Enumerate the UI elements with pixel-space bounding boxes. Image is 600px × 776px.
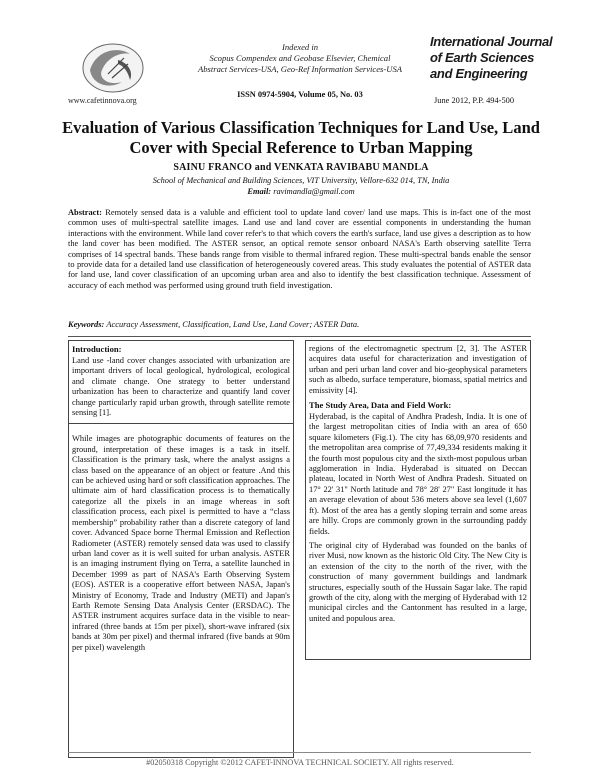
- abstract: [68, 208, 531, 291]
- continued-paragraph: regions of the electromagnetic spectrum [2, 3]. The ASTER acquires data useful for characterization and investigation of urban and peri urban land cover and bio-geophysical parameters such as albedo, surface temperature, biomass, spatial metrics and emissivity [4].: [309, 344, 527, 395]
- website-url[interactable]: www.cafetinnova.org: [68, 96, 137, 105]
- left-column: [68, 340, 294, 758]
- authors: SAINU FRANCO and VENKATA RAVIBABU MANDLA: [173, 162, 429, 173]
- issn-volume: ISSN 0974-5904, Volume 05, No. 03: [237, 90, 363, 99]
- email-label: Email:: [247, 187, 272, 196]
- intro-paragraph-1: Land use -land cover changes associated with urbanization are important drivers of local geological, hydrological, ecological and climate change. One strategy to better understand urbanization has been to characterize and quantify land cover change particularly rapid urban growth, through satellite remote sensing [1].: [72, 356, 290, 418]
- keywords: [68, 320, 531, 330]
- keywords-text: Accuracy Assessment, Classification, Land Use, Land Cover; ASTER Data.: [106, 320, 360, 329]
- email-address[interactable]: ravimandla@gmail.com: [273, 187, 355, 196]
- left-column-box: [68, 340, 294, 758]
- indexed-line: Indexed in: [281, 42, 319, 52]
- indexing-info: [150, 42, 450, 75]
- journal-logo-icon: [78, 40, 148, 96]
- email-line: [58, 187, 544, 196]
- study-area-heading: The Study Area, Data and Field Work:: [309, 400, 452, 411]
- divider: [69, 423, 293, 429]
- journal-title-line: and Engineering: [430, 66, 528, 81]
- journal-title-line: of Earth Sciences: [430, 50, 534, 65]
- intro-paragraph-2: While images are photographic documents of features on the ground, interpretation of these images is a task in itself. Classification is the primary task, where the analyst assigns a class based on the appearance of an object or feature .And this can be achieved using hard or soft classification approaches. The ultimate aim of hard classification process is to thematically categorize all the pixels in an image whereas in soft classification process, each pixel is permitted to have a “class membership” probability rather than a discrete category of land cover. Advanced Space borne Thermal Emission and Reflection Radiometer (ASTER) remotely sensed data was used to classify urban land cover as it is well suited for urban analysis. ASTER is an imaging instrument flying on Terra, a satellite launched in December 1999 as part of NASA's Earth Observing System (EOS). ASTER is a cooperative effort between NASA, Japan's Ministry of Economy, Trade and Industry (METI) and Japan's Earth Remote Sensing Data Analysis Center (ERSDAC). The ASTER instrument acquires surface data in the visible to near-infrared (three bands at 15m per pixel), short-wave infrared (six bands at 30m per pixel) and thermal infrared (five bands at 90m per pixel) wavelength: [72, 434, 290, 652]
- copyright-footer: #02050318 Copyright ©2012 CAFET-INNOVA TECHNICAL SOCIETY. All rights reserved.: [146, 758, 454, 767]
- paper-title: Evaluation of Various Classification Techniques for Land Use, Land Cover with Special Reference to Urban Mapping: [62, 118, 540, 157]
- divider: [68, 752, 531, 753]
- journal-title-line: International Journal: [430, 34, 553, 49]
- date-pages: June 2012, P.P. 494-500: [434, 96, 515, 105]
- right-column: [305, 340, 531, 660]
- study-paragraph-1: Hyderabad, is the capital of Andhra Pradesh, India. It is one of the largest metropolitan cities of India with an area of 650 square kilometers (Fig.1). The city has 68,09,970 residents and the metropolitan area comprise of 77,49,334 residents making it the fourth most populous city and the sixth-most populous urban agglomeration in India. Hyderabad is situated on Deccan plateau, located in North West of Andhra Pradesh. Situated on 17° 22' 31" North latitude and 78° 28' 27" East longitude it has an average elevation of about 536 meters above sea level (1,607 ft). Most of the area has a gently sloping terrain and some areas are hilly. Crops are commonly grown in the surrounding paddy fields.: [309, 412, 527, 536]
- intro-heading: Introduction:: [72, 344, 122, 354]
- affiliation: School of Mechanical and Building Sciences, VIT University, Vellore-632 014, TN, India: [152, 176, 450, 185]
- abstract-text: Remotely sensed data is a valuble and efficient tool to update land cover/ land use maps. This is in-fact one of the most common uses of multi-spectral satellite images. Land use and land cover are essential components in understanding the human interactions with the environment. While land cover refer's to that which covers the earth's surface, land use gives a description as to how the land cover has been modified. The ASTER sensor, an optical remote sensor onboard NASA's Earth observing satellite Terra comprises of 14 spectral bands. These bands range from visible to thermal infrared region. These multi-spectral bands enable the sensor to provide data for a detailed land use classification of heterogeneously covered areas. This study evaluates the potential of ASTER data for land use, land cover classification of an upcoming urban area and also to identify the best classification technique. Assessment of accuracy of each method was performed using ground truth field investigation.: [68, 208, 532, 290]
- keywords-label: Keywords:: [68, 320, 105, 329]
- indexed-line: Scopus Compendex and Geobase Elsevier, Chemical: [209, 53, 391, 63]
- journal-title: [430, 34, 590, 82]
- divider: [68, 336, 531, 337]
- right-column-box: [305, 340, 531, 660]
- abstract-label: Abstract:: [68, 208, 102, 217]
- study-paragraph-2: The original city of Hyderabad was founded on the banks of river Musi, now known as the historic Old City. The New City is an extension of the city to the north of the river, with the construction of many government buildings and landmark structures, especially south of the Hussain Sagar lake. The rapid growth of the city, along with the merging of Hyderabad with 12 municipal circles and the Cantonment has resulted in a large, united and populous area.: [309, 540, 527, 623]
- indexed-line: Abstract Services-USA, Geo-Ref Information Services-USA: [197, 64, 403, 74]
